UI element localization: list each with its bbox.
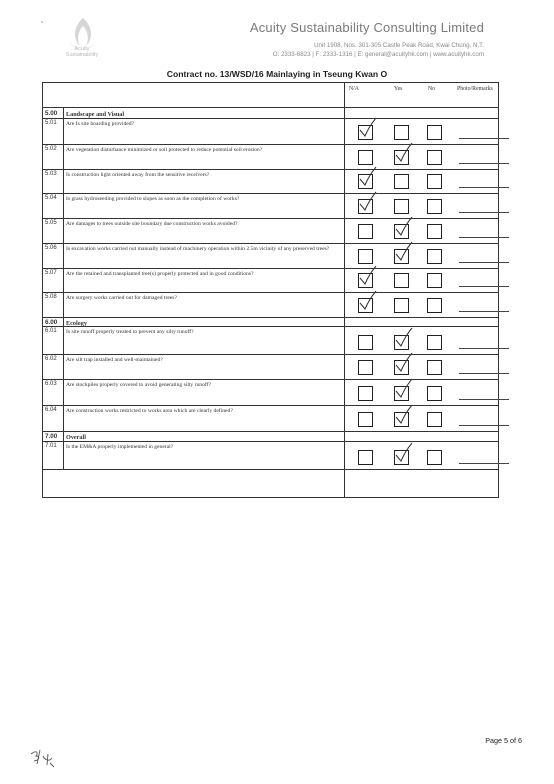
checkbox-no[interactable] — [427, 224, 442, 239]
table-row — [43, 292, 498, 318]
checkbox-na[interactable] — [358, 224, 373, 239]
check-mark-icon — [394, 220, 412, 240]
item-number: 7.01 — [45, 443, 57, 449]
section-title: Landscape and Visual — [66, 111, 125, 118]
item-number: 6.04 — [45, 407, 57, 413]
remarks-line[interactable] — [459, 286, 509, 287]
number-divider — [63, 144, 64, 169]
check-mark-icon — [358, 269, 376, 289]
number-divider — [63, 218, 64, 243]
number-divider — [63, 405, 64, 431]
checkbox-no[interactable] — [427, 150, 442, 165]
checkbox-yes[interactable] — [394, 360, 409, 375]
checkbox-no[interactable] — [427, 386, 442, 401]
number-divider — [63, 354, 64, 379]
checkbox-na[interactable] — [358, 298, 373, 313]
checkbox-yes[interactable] — [394, 273, 409, 288]
checkbox-yes[interactable] — [394, 224, 409, 239]
remarks-line[interactable] — [459, 463, 509, 464]
item-number: 5.04 — [45, 195, 57, 201]
item-number: 6.01 — [45, 328, 57, 334]
remarks-line[interactable] — [459, 163, 509, 164]
col-no-header: No — [428, 86, 436, 92]
item-number: 5.02 — [45, 146, 57, 152]
checkbox-na[interactable] — [358, 335, 373, 350]
table-row — [43, 243, 498, 269]
checkbox-yes[interactable] — [394, 150, 409, 165]
item-question: Are surgery works carried out for damaged trees? — [66, 295, 177, 301]
col-na-header: N/A — [349, 86, 359, 92]
checkbox-na[interactable] — [358, 150, 373, 165]
logo-text: Acuity Sustainability — [65, 46, 99, 58]
check-mark-icon — [394, 146, 412, 166]
checkbox-na[interactable] — [358, 386, 373, 401]
check-mark-icon — [394, 382, 412, 402]
company-contact: O: 2333-6823 | F: 2333-1316 | E: general@acuityhk.com | www.acuityhk.com — [272, 51, 484, 58]
number-divider — [63, 193, 64, 218]
number-divider — [63, 243, 64, 268]
check-mark-icon — [394, 446, 412, 466]
number-divider — [63, 292, 64, 317]
checkbox-na[interactable] — [358, 273, 373, 288]
remarks-line[interactable] — [459, 138, 509, 139]
item-question: Are the retained and transplanted tree(s) properly protected and in good conditions? — [66, 271, 254, 277]
remarks-line[interactable] — [459, 348, 509, 349]
checkbox-yes[interactable] — [394, 298, 409, 313]
item-question: Are damages to trees outside site boundary due construction works avoided? — [66, 221, 238, 227]
table-row — [43, 441, 498, 470]
item-question: Are construction works restricted to works area which are clearly defined? — [66, 408, 233, 414]
item-question: Are silt trap installed and well-maintained? — [66, 357, 163, 363]
section-title: Overall — [66, 434, 86, 441]
check-mark-icon — [358, 294, 376, 314]
item-number: 5.03 — [45, 171, 57, 177]
check-mark-icon — [394, 356, 412, 376]
page-number: Page 5 of 6 — [485, 736, 522, 745]
table-row — [43, 268, 498, 293]
item-number: 5.00 — [45, 110, 58, 117]
checkbox-no[interactable] — [427, 360, 442, 375]
item-question: Are stockpiles properly covered to avoid generating silty runoff? — [66, 382, 211, 388]
remarks-line[interactable] — [459, 311, 509, 312]
checkbox-na[interactable] — [358, 450, 373, 465]
check-mark-icon — [394, 408, 412, 428]
checkbox-yes[interactable] — [394, 249, 409, 264]
number-divider — [63, 169, 64, 193]
number-divider — [63, 379, 64, 405]
checkbox-na[interactable] — [358, 412, 373, 427]
checklist-table — [42, 82, 499, 498]
item-number: 5.07 — [45, 270, 57, 276]
number-divider — [63, 317, 64, 326]
checkbox-yes[interactable] — [394, 125, 409, 140]
number-divider — [63, 268, 64, 292]
item-number: 5.06 — [45, 245, 57, 251]
checkbox-no[interactable] — [427, 412, 442, 427]
check-mark-icon — [358, 121, 376, 141]
check-mark-icon — [394, 331, 412, 351]
checkbox-yes[interactable] — [394, 450, 409, 465]
corner-mark — [40, 18, 46, 24]
checkbox-yes[interactable] — [394, 199, 409, 214]
col-yes-header: Yes — [394, 86, 403, 92]
checkbox-na[interactable] — [358, 125, 373, 140]
table-header — [43, 83, 498, 108]
item-number: 6.03 — [45, 381, 57, 387]
item-number: 6.02 — [45, 356, 57, 362]
remarks-line[interactable] — [459, 237, 509, 238]
item-question: Are vegetation disturbance minimized or soil protected to reduce potential soil erosion? — [66, 147, 263, 153]
company-address: Unit 1908, Nos. 301-305 Castle Peak Road, Kwai Chung, N.T. — [314, 42, 484, 49]
item-number: 7.00 — [45, 433, 58, 440]
checkbox-no[interactable] — [427, 249, 442, 264]
checkbox-yes[interactable] — [394, 386, 409, 401]
remarks-line[interactable] — [459, 187, 509, 188]
table-row — [43, 354, 498, 380]
checkbox-no[interactable] — [427, 174, 442, 189]
item-number: 5.08 — [45, 294, 57, 300]
checkbox-no[interactable] — [427, 450, 442, 465]
item-question: Is site runoff properly treated to prevent any silty runoff? — [66, 329, 194, 335]
item-question: Is grass hydroseeding provided to slopes as soon as the completion of works? — [66, 196, 240, 202]
remarks-line[interactable] — [459, 262, 509, 263]
checkbox-na[interactable] — [358, 249, 373, 264]
col-remarks-header: Photo/Remarks — [457, 86, 493, 92]
item-question: Is excavation works carried out manually instead of machinery operation within 2.5m vicinity of any preserved trees? — [66, 246, 330, 252]
handwritten-initials — [28, 746, 58, 770]
table-row — [43, 169, 498, 194]
checkbox-no[interactable] — [427, 298, 442, 313]
checkbox-no[interactable] — [427, 199, 442, 214]
remarks-line[interactable] — [459, 399, 509, 400]
number-divider — [63, 108, 64, 118]
checkbox-yes[interactable] — [394, 335, 409, 350]
checkbox-no[interactable] — [427, 273, 442, 288]
table-row — [43, 144, 498, 170]
checkbox-yes[interactable] — [394, 174, 409, 189]
checkbox-no[interactable] — [427, 125, 442, 140]
company-name: Acuity Sustainability Consulting Limited — [249, 20, 484, 35]
checkbox-yes[interactable] — [394, 412, 409, 427]
remarks-line[interactable] — [459, 373, 509, 374]
item-question: Is construction light oriented away from the sensitive receivers? — [66, 172, 210, 178]
checkbox-na[interactable] — [358, 199, 373, 214]
table-row — [43, 405, 498, 432]
item-number: 5.05 — [45, 220, 57, 226]
section-title: Ecology — [66, 320, 87, 327]
table-row — [43, 193, 498, 219]
number-divider — [63, 118, 64, 144]
table-row — [43, 379, 498, 406]
number-divider — [63, 441, 64, 469]
checkbox-na[interactable] — [358, 360, 373, 375]
checkbox-no[interactable] — [427, 335, 442, 350]
table-row — [43, 118, 498, 145]
item-question: Is the EM&A properly implemented in general? — [66, 444, 174, 450]
item-number: 5.01 — [45, 120, 57, 126]
check-mark-icon — [358, 170, 376, 190]
number-divider — [63, 326, 64, 354]
number-divider — [63, 431, 64, 441]
table-row — [43, 326, 498, 355]
check-mark-icon — [358, 195, 376, 215]
checkbox-na[interactable] — [358, 174, 373, 189]
item-number: 6.00 — [45, 319, 58, 326]
contract-title: Contract no. 13/WSD/16 Mainlaying in Tseung Kwan O — [166, 69, 388, 79]
remarks-line[interactable] — [459, 212, 509, 213]
remarks-line[interactable] — [459, 425, 509, 426]
table-row — [43, 218, 498, 244]
item-question: Are Is site hoarding provided? — [66, 121, 135, 127]
check-mark-icon — [394, 245, 412, 265]
